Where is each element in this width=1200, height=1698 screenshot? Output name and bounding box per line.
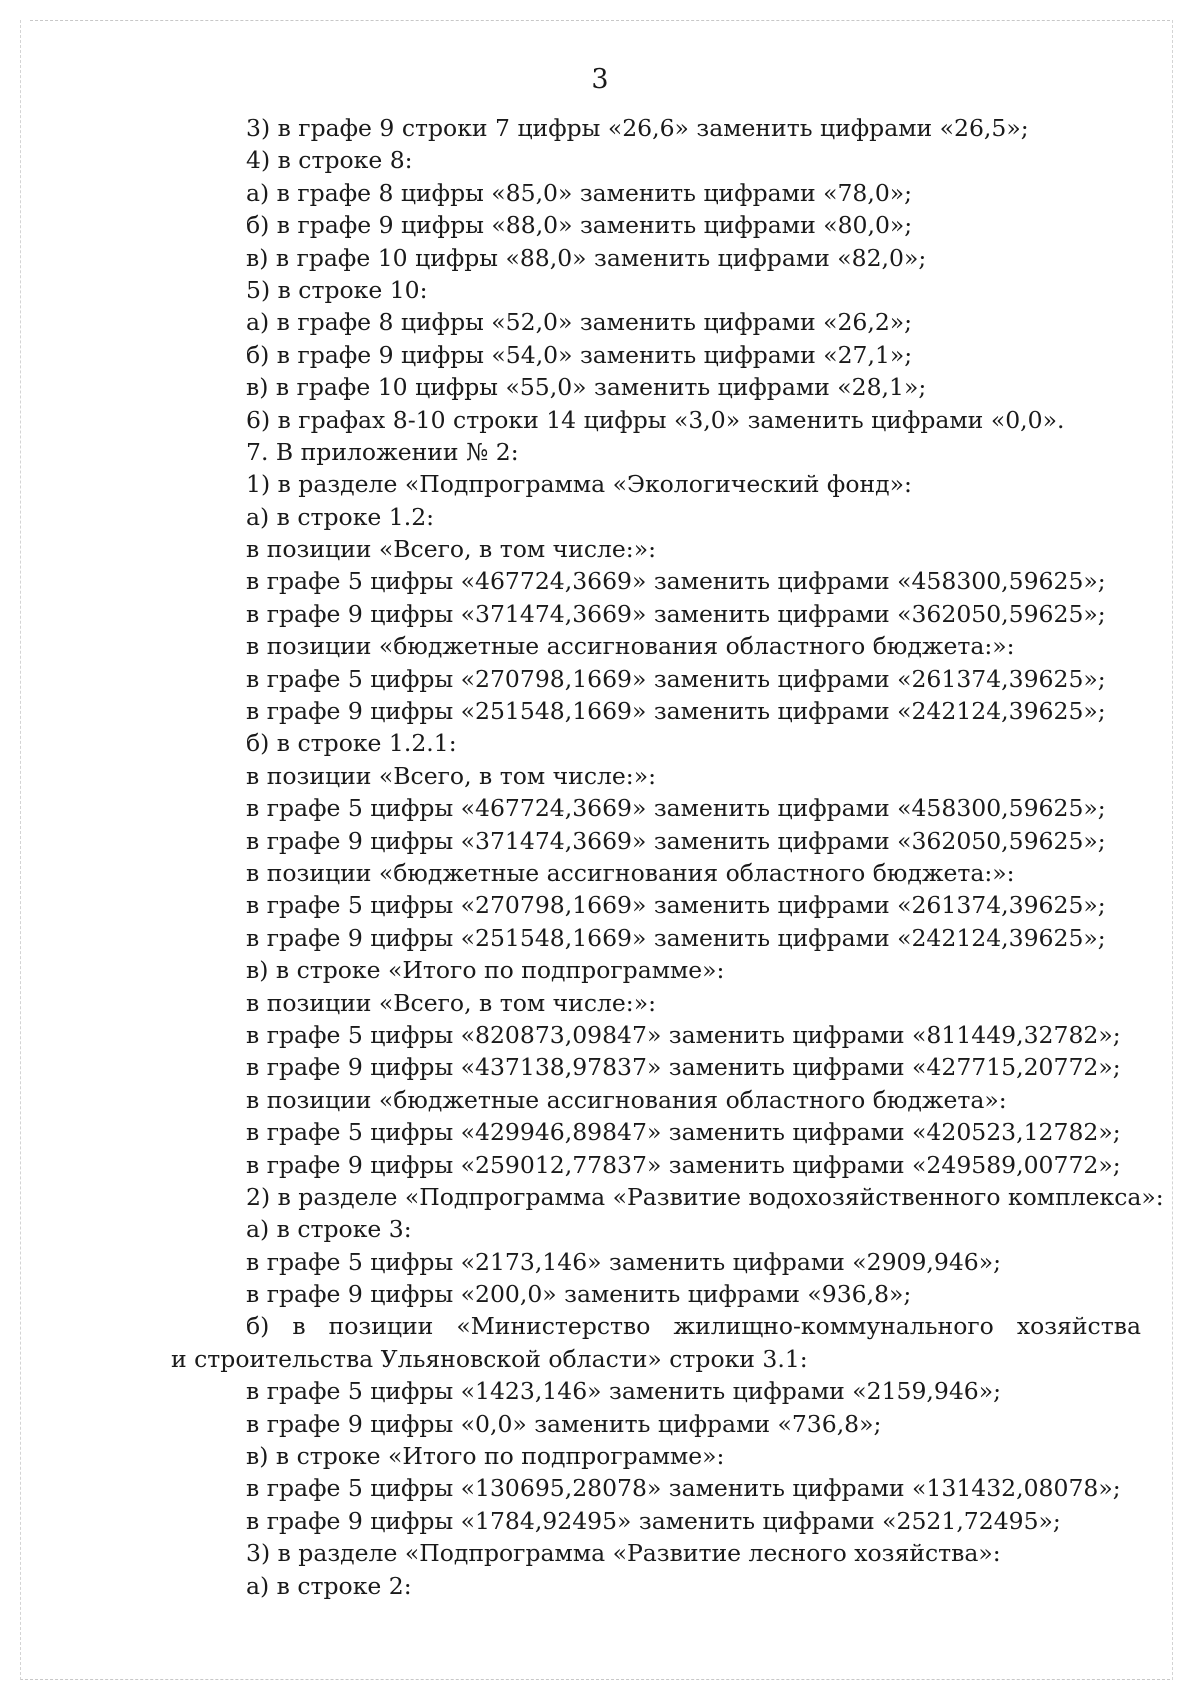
text-line: в позиции «Всего, в том числе:»: (246, 988, 657, 1017)
text-line: в графе 5 цифры «820873,09847» заменить цифрами «811449,32782»; (246, 1020, 1121, 1049)
text-line: в позиции «бюджетные ассигнования областного бюджета:»: (246, 858, 1015, 887)
text-line: а) в графе 8 цифры «85,0» заменить цифрами «78,0»; (246, 178, 913, 207)
scan-border-left (20, 20, 21, 1680)
text-line: в графе 5 цифры «270798,1669» заменить цифрами «261374,39625»; (246, 891, 1106, 920)
text-line: в графе 9 цифры «0,0» заменить цифрами «736,8»; (246, 1409, 882, 1438)
text-line: в графе 9 цифры «1784,92495» заменить цифрами «2521,72495»; (246, 1506, 1061, 1535)
text-line: в графе 9 цифры «437138,97837» заменить цифрами «427715,20772»; (246, 1053, 1121, 1082)
text-line: 1) в разделе «Подпрограмма «Экологический фонд»: (246, 470, 912, 499)
text-line: в) в графе 10 цифры «55,0» заменить цифрами «28,1»; (246, 373, 927, 402)
word: б) (246, 1312, 270, 1341)
text-line: в графе 5 цифры «270798,1669» заменить цифрами «261374,39625»; (246, 664, 1106, 693)
text-line: в позиции «Всего, в том числе:»: (246, 761, 657, 790)
text-line: в графе 9 цифры «371474,3669» заменить цифрами «362050,59625»; (246, 599, 1106, 628)
text-line: в графе 9 цифры «251548,1669» заменить цифрами «242124,39625»; (246, 697, 1106, 726)
scan-border-bottom (20, 1679, 1170, 1680)
text-line: в графе 5 цифры «130695,28078» заменить цифрами «131432,08078»; (246, 1474, 1121, 1503)
text-line: в графе 5 цифры «2173,146» заменить цифрами «2909,946»; (246, 1247, 1002, 1276)
continuation-line: и строительства Ульяновской области» строки 3.1: (171, 1344, 808, 1373)
text-line: в) в строке «Итого по подпрограмме»: (246, 1442, 725, 1471)
text-line: а) в строке 1.2: (246, 502, 435, 531)
word: позиции (328, 1312, 434, 1341)
text-line: 2) в разделе «Подпрограмма «Развитие водохозяйственного комплекса»: (246, 1182, 1164, 1211)
text-line: а) в строке 2: (246, 1571, 412, 1600)
text-line: а) в графе 8 цифры «52,0» заменить цифрами «26,2»; (246, 308, 913, 337)
text-line: б) в графе 9 цифры «54,0» заменить цифрами «27,1»; (246, 340, 913, 369)
text-line: в графе 9 цифры «251548,1669» заменить цифрами «242124,39625»; (246, 923, 1106, 952)
word: в (292, 1312, 306, 1341)
scan-border-right (1172, 20, 1173, 1680)
page-number: 3 (591, 64, 609, 95)
text-line: 6) в графах 8-10 строки 14 цифры «3,0» заменить цифрами «0,0». (246, 405, 1065, 434)
document-body (171, 112, 1164, 1602)
text-line: 3) в разделе «Подпрограмма «Развитие лесного хозяйства»: (246, 1539, 1001, 1568)
text-line: 4) в строке 8: (246, 146, 413, 175)
scan-border-top (30, 20, 1170, 21)
justified-text-line (171, 1310, 1151, 1342)
text-line: 5) в строке 10: (246, 275, 428, 304)
text-line: в) в графе 10 цифры «88,0» заменить цифрами «82,0»; (246, 243, 927, 272)
text-line: 7. В приложении № 2: (246, 437, 519, 466)
word: хозяйства (1016, 1312, 1141, 1341)
text-line: в позиции «Всего, в том числе:»: (246, 535, 657, 564)
text-line: а) в строке 3: (246, 1215, 412, 1244)
text-line: б) в графе 9 цифры «88,0» заменить цифрами «80,0»; (246, 211, 913, 240)
text-line: в позиции «бюджетные ассигнования областного бюджета»: (246, 1085, 1007, 1114)
text-line: в графе 5 цифры «1423,146» заменить цифрами «2159,946»; (246, 1377, 1002, 1406)
text-line: в графе 5 цифры «467724,3669» заменить цифрами «458300,59625»; (246, 794, 1106, 823)
text-line: в графе 9 цифры «371474,3669» заменить цифрами «362050,59625»; (246, 826, 1106, 855)
text-line: 3) в графе 9 строки 7 цифры «26,6» заменить цифрами «26,5»; (246, 114, 1029, 142)
word: жилищно-коммунального (673, 1312, 994, 1341)
text-line: в графе 5 цифры «429946,89847» заменить цифрами «420523,12782»; (246, 1118, 1121, 1147)
word: «Министерство (456, 1312, 651, 1341)
text-line: в позиции «бюджетные ассигнования областного бюджета:»: (246, 632, 1015, 661)
text-line: в графе 5 цифры «467724,3669» заменить цифрами «458300,59625»; (246, 567, 1106, 596)
text-line: в) в строке «Итого по подпрограмме»: (246, 956, 725, 985)
text-line: б) в строке 1.2.1: (246, 729, 457, 758)
text-line: в графе 9 цифры «259012,77837» заменить цифрами «249589,00772»; (246, 1150, 1121, 1179)
text-line: в графе 9 цифры «200,0» заменить цифрами «936,8»; (246, 1280, 912, 1309)
